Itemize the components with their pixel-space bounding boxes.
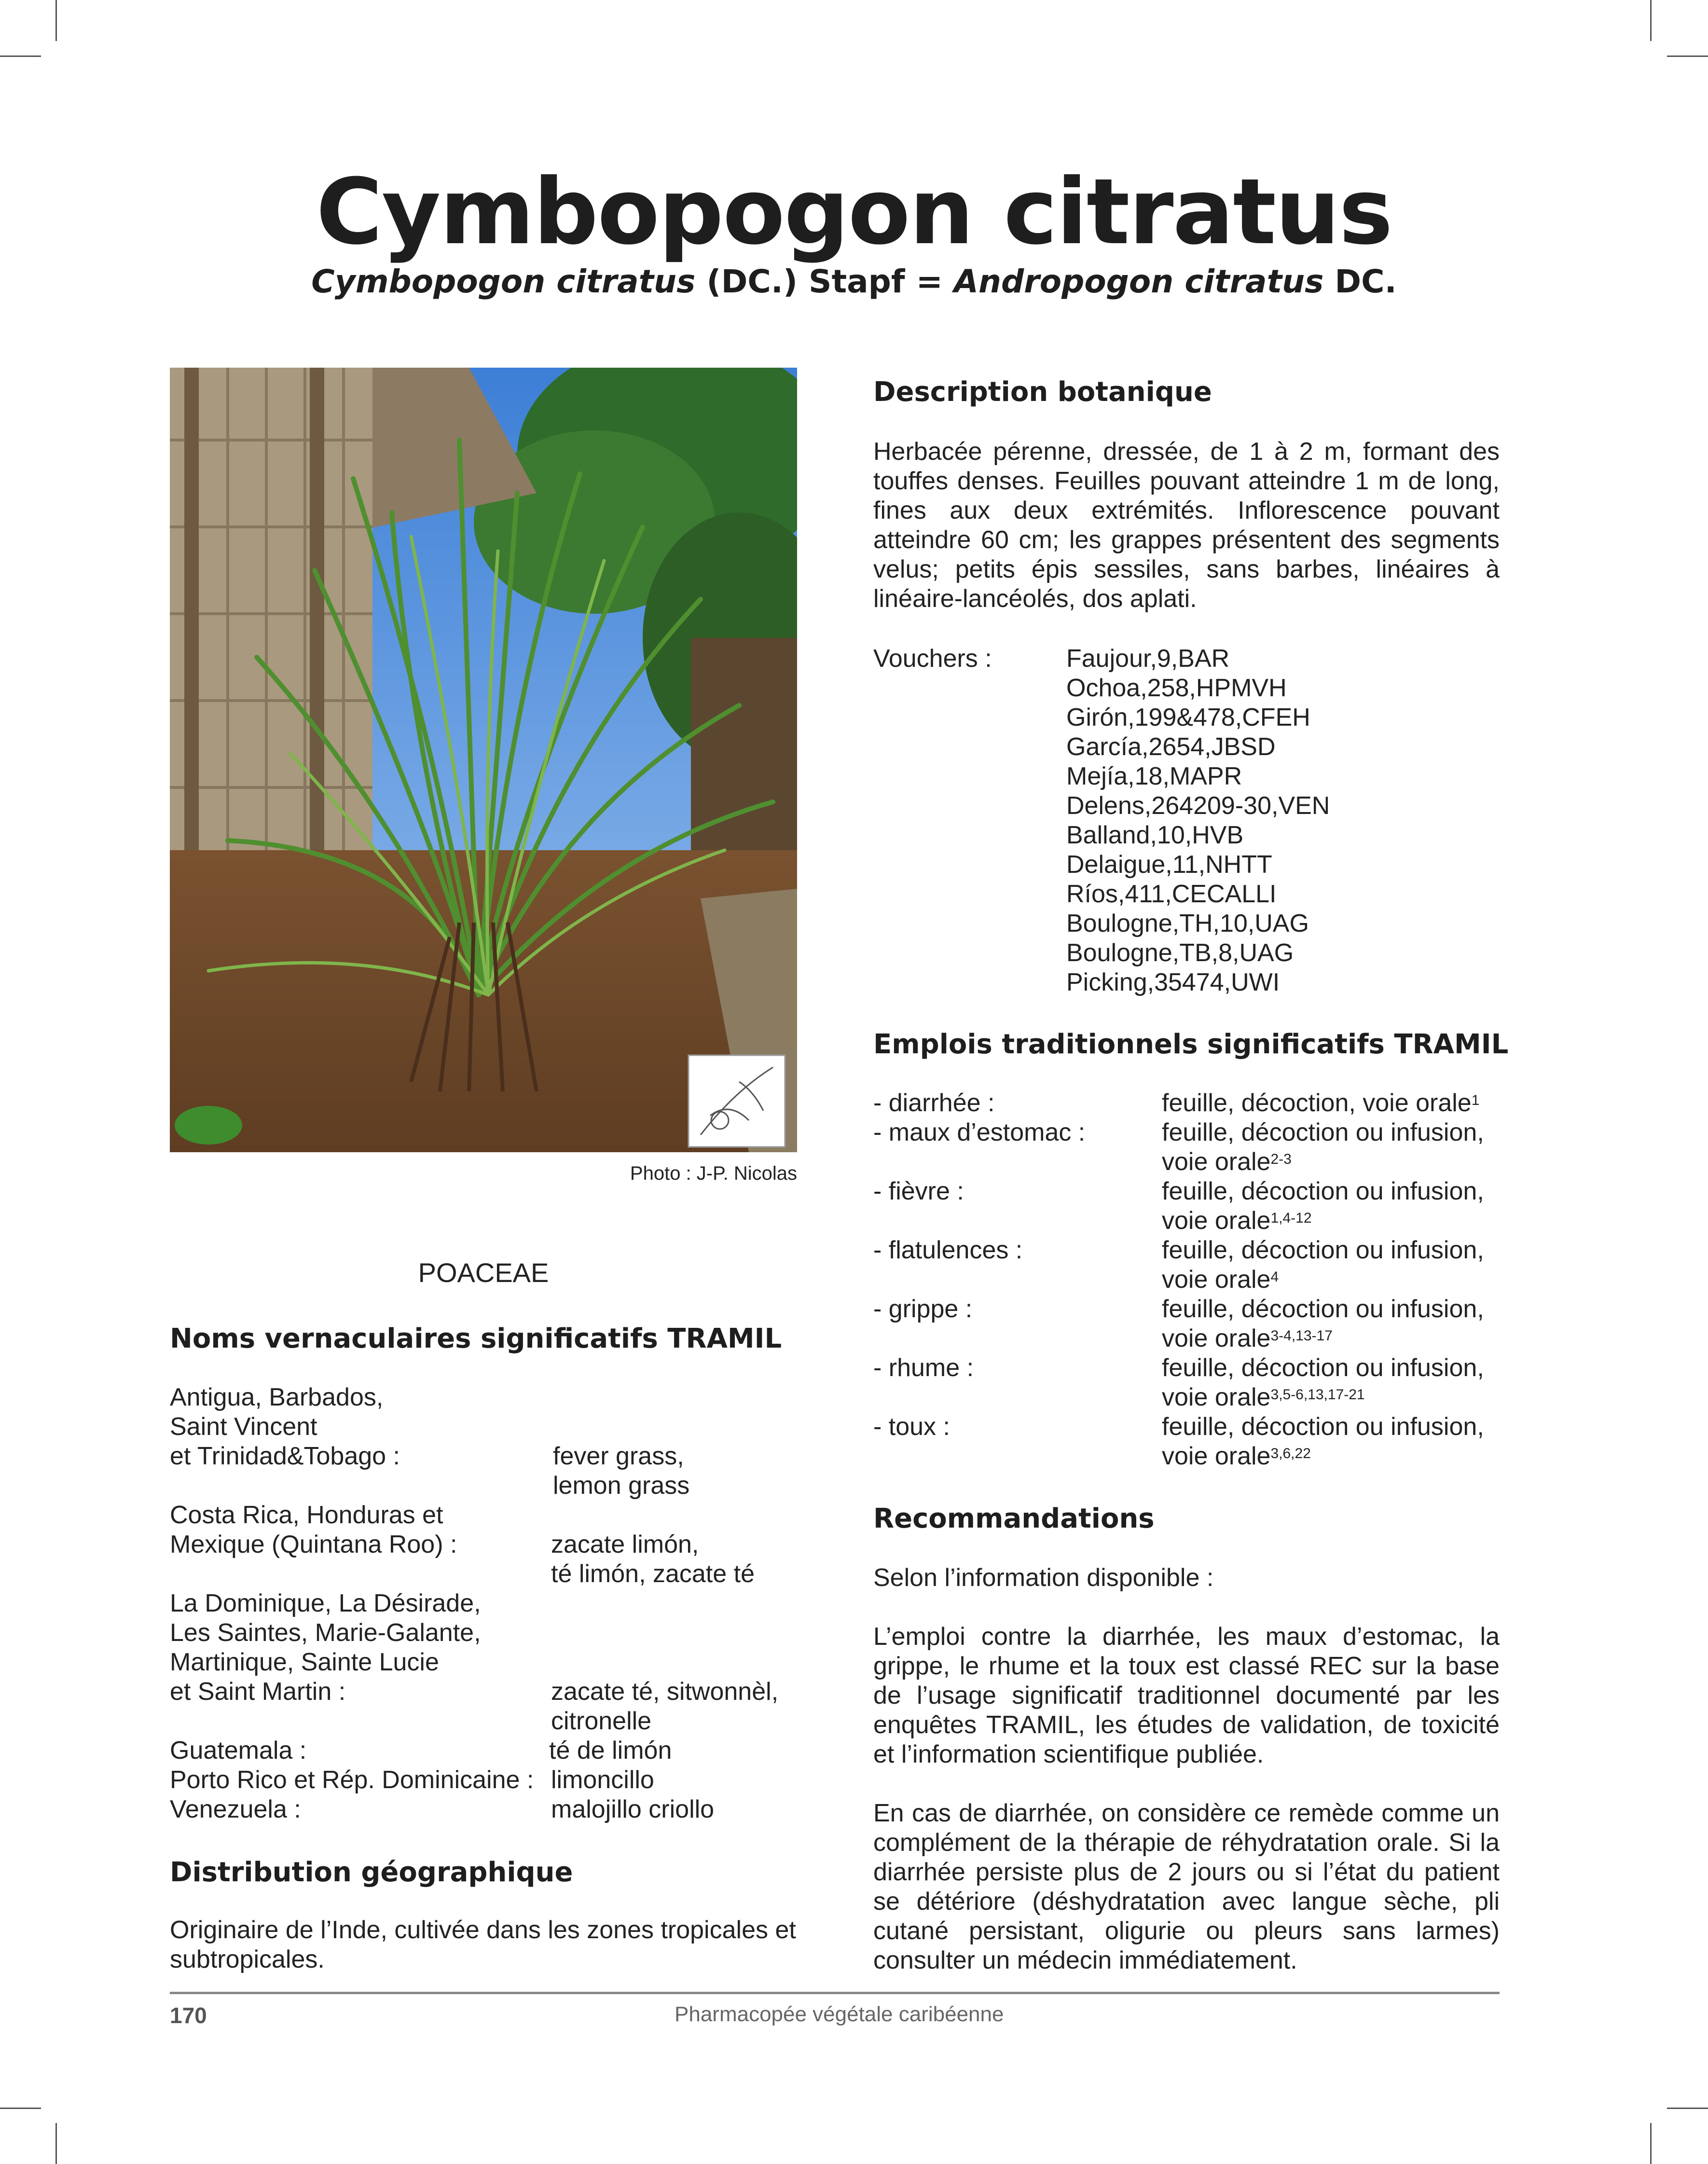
region-line: Guatemala : bbox=[170, 1737, 307, 1764]
voucher-item: Delaigue,11,NHTT bbox=[1066, 851, 1272, 879]
vouchers-label: Vouchers : bbox=[873, 645, 992, 673]
distribution-heading: Distribution géographique bbox=[170, 1857, 573, 1888]
name-line: zacate té, sitwonnèl, bbox=[551, 1678, 779, 1706]
reference-superscript: 3,5-6,13,17-21 bbox=[1270, 1387, 1365, 1403]
use-preparation: feuille, décoction ou infusion, bbox=[1162, 1295, 1484, 1323]
voucher-item: Ríos,411,CECALLI bbox=[1066, 880, 1277, 908]
reference-superscript: 4 bbox=[1270, 1269, 1279, 1285]
use-route: voie orale$^4$ bbox=[1162, 1266, 1279, 1294]
vernacular-names bbox=[551, 1530, 792, 1589]
use-preparation: feuille, décoction ou infusion, bbox=[1162, 1354, 1484, 1382]
voucher-item: Mejía,18,MAPR bbox=[1066, 762, 1242, 790]
crop-mark bbox=[0, 2108, 41, 2109]
use-preparation: feuille, décoction ou infusion, bbox=[1162, 1236, 1484, 1264]
name-line: lemon grass bbox=[553, 1472, 690, 1500]
name-line: té de limón bbox=[549, 1737, 672, 1764]
vernacular-region bbox=[170, 1383, 546, 1471]
region-line: Martinique, Sainte Lucie bbox=[170, 1648, 439, 1676]
use-route: voie orale$^{3,5-6,13,17-21}$ bbox=[1162, 1383, 1365, 1411]
use-label: - rhume : bbox=[873, 1354, 974, 1382]
photo-credit: Photo : J-P. Nicolas bbox=[630, 1163, 797, 1184]
vernacular-region bbox=[170, 1765, 546, 1795]
recommendations-intro: Selon l’information disponible : bbox=[873, 1564, 1214, 1592]
use-preparation: feuille, décoction ou infusion, bbox=[1162, 1177, 1484, 1205]
plant-family: POACEAE bbox=[418, 1257, 549, 1288]
voucher-item: García,2654,JBSD bbox=[1066, 733, 1276, 761]
region-line: Costa Rica, Honduras et bbox=[170, 1501, 443, 1529]
synonym-name: Andropogon citratus bbox=[953, 263, 1324, 300]
region-line: Porto Rico et Rép. Dominicaine : bbox=[170, 1766, 534, 1794]
use-preparation: feuille, décoction, voie orale$^1$ bbox=[1162, 1089, 1480, 1117]
use-route: voie orale$^{3,6,22}$ bbox=[1162, 1442, 1311, 1470]
use-label: - flatulences : bbox=[873, 1236, 1023, 1264]
crop-mark bbox=[1667, 55, 1708, 57]
region-line: Mexique (Quintana Roo) : bbox=[170, 1530, 457, 1558]
vernacular-heading: Noms vernaculaires significatifs TRAMIL bbox=[170, 1323, 782, 1354]
use-label: - toux : bbox=[873, 1413, 950, 1441]
use-route: voie orale$^{1,4-12}$ bbox=[1162, 1207, 1312, 1235]
page-number: 170 bbox=[170, 2003, 207, 2028]
reference-superscript: 1 bbox=[1471, 1092, 1480, 1108]
botanical-heading: Description botanique bbox=[873, 376, 1212, 408]
species-author: (DC.) Stapf = bbox=[695, 263, 954, 300]
use-label: - fièvre : bbox=[873, 1177, 964, 1205]
region-line: et Trinidad&Tobago : bbox=[170, 1442, 400, 1470]
voucher-item: Delens,264209-30,VEN bbox=[1066, 792, 1330, 820]
plant-photo bbox=[170, 368, 797, 1152]
recommendations-paragraph-2: En cas de diarrhée, on considère ce remède comme un complément de la thérapie de réhydratation orale. Si la diarrhée persiste plus de 2 jours ou si l’état du patient se détériore (déshydratation avec langue sèche, pli cutané persistant, oligurie ou pleurs sans larmes) consulter un médecin immédiatement. bbox=[873, 1799, 1500, 1974]
crop-mark bbox=[1650, 0, 1652, 41]
vouchers-list bbox=[1066, 644, 1491, 997]
voucher-item: Picking,35474,UWI bbox=[1066, 968, 1280, 996]
name-line: té limón, zacate té bbox=[551, 1560, 755, 1588]
species-name: Cymbopogon citratus bbox=[311, 263, 696, 300]
page-title: Cymbopogon citratus bbox=[316, 159, 1392, 265]
use-preparation: feuille, décoction ou infusion, bbox=[1162, 1413, 1484, 1441]
vernacular-region bbox=[170, 1589, 546, 1707]
crop-mark bbox=[1650, 2123, 1652, 2164]
reference-superscript: 1,4-12 bbox=[1270, 1210, 1312, 1226]
scientific-name bbox=[0, 263, 1708, 300]
voucher-item: Balland,10,HVB bbox=[1066, 821, 1244, 849]
region-line: Les Saintes, Marie-Galante, bbox=[170, 1619, 481, 1647]
vernacular-names bbox=[549, 1736, 790, 1765]
region-line: La Dominique, La Désirade, bbox=[170, 1589, 481, 1617]
reference-superscript: 3,6,22 bbox=[1270, 1446, 1311, 1461]
reference-superscript: 2-3 bbox=[1270, 1151, 1292, 1167]
use-label: - diarrhée : bbox=[873, 1089, 995, 1117]
use-route: voie orale$^{2-3}$ bbox=[1162, 1148, 1292, 1176]
name-line: limoncillo bbox=[551, 1766, 654, 1794]
reference-superscript: 3-4,13-17 bbox=[1270, 1328, 1333, 1344]
voucher-item: Ochoa,258,HPMVH bbox=[1066, 674, 1287, 702]
crop-mark bbox=[55, 0, 57, 41]
synonym-author: DC. bbox=[1323, 263, 1397, 300]
vernacular-names bbox=[553, 1442, 794, 1501]
name-line: fever grass, bbox=[553, 1442, 684, 1470]
vernacular-region bbox=[170, 1795, 546, 1824]
crop-mark bbox=[55, 2123, 57, 2164]
uses-heading: Emplois traditionnels significatifs TRAMIL bbox=[873, 1029, 1509, 1060]
use-label: - grippe : bbox=[873, 1295, 973, 1323]
voucher-item: Faujour,9,BAR bbox=[1066, 645, 1230, 673]
footer-rule bbox=[170, 1992, 1500, 1994]
crop-mark bbox=[1667, 2108, 1708, 2109]
botanical-text: Herbacée pérenne, dressée, de 1 à 2 m, formant des touffes denses. Feuilles pouvant atteindre 1 m de long, fines aux deux extrémités. Inflorescence pouvant atteindre 60 cm; les grappes présentent des segments velus; petits épis sessiles, sans barbes, linéaires à linéaire-lancéolés, dos aplati. bbox=[873, 438, 1500, 613]
region-line: Antigua, Barbados, bbox=[170, 1383, 384, 1411]
book-title: Pharmacopée végétale caribéenne bbox=[675, 2002, 1004, 2026]
crop-mark bbox=[0, 55, 41, 57]
voucher-item: Boulogne,TB,8,UAG bbox=[1066, 939, 1294, 967]
name-line: zacate limón, bbox=[551, 1530, 699, 1558]
region-line: Venezuela : bbox=[170, 1795, 301, 1823]
distribution-text: Originaire de l’Inde, cultivée dans les zones tropicales et subtropicales. bbox=[170, 1916, 796, 1973]
use-preparation: feuille, décoction ou infusion, bbox=[1162, 1118, 1484, 1146]
vernacular-names bbox=[551, 1765, 792, 1795]
vernacular-names bbox=[551, 1677, 802, 1736]
use-route: voie orale$^{3-4,13-17}$ bbox=[1162, 1324, 1333, 1352]
voucher-item: Girón,199&478,CFEH bbox=[1066, 703, 1310, 731]
vernacular-names bbox=[551, 1795, 792, 1824]
voucher-item: Boulogne,TH,10,UAG bbox=[1066, 910, 1309, 937]
region-line: et Saint Martin : bbox=[170, 1678, 346, 1706]
vernacular-region bbox=[170, 1501, 546, 1559]
use-label: - maux d’estomac : bbox=[873, 1118, 1086, 1146]
recommendations-paragraph-1: L’emploi contre la diarrhée, les maux d’estomac, la grippe, le rhume et la toux est classé REC sur la base de l’usage significatif traditionnel documenté par les enquêtes TRAMIL, les études de validation, de toxicité et l’information scientifique publiée. bbox=[873, 1623, 1500, 1768]
recommendations-heading: Recommandations bbox=[873, 1503, 1155, 1534]
name-line: malojillo criollo bbox=[551, 1795, 715, 1823]
vernacular-region bbox=[170, 1736, 546, 1765]
region-line: Saint Vincent bbox=[170, 1413, 317, 1441]
name-line: citronelle bbox=[551, 1707, 652, 1735]
